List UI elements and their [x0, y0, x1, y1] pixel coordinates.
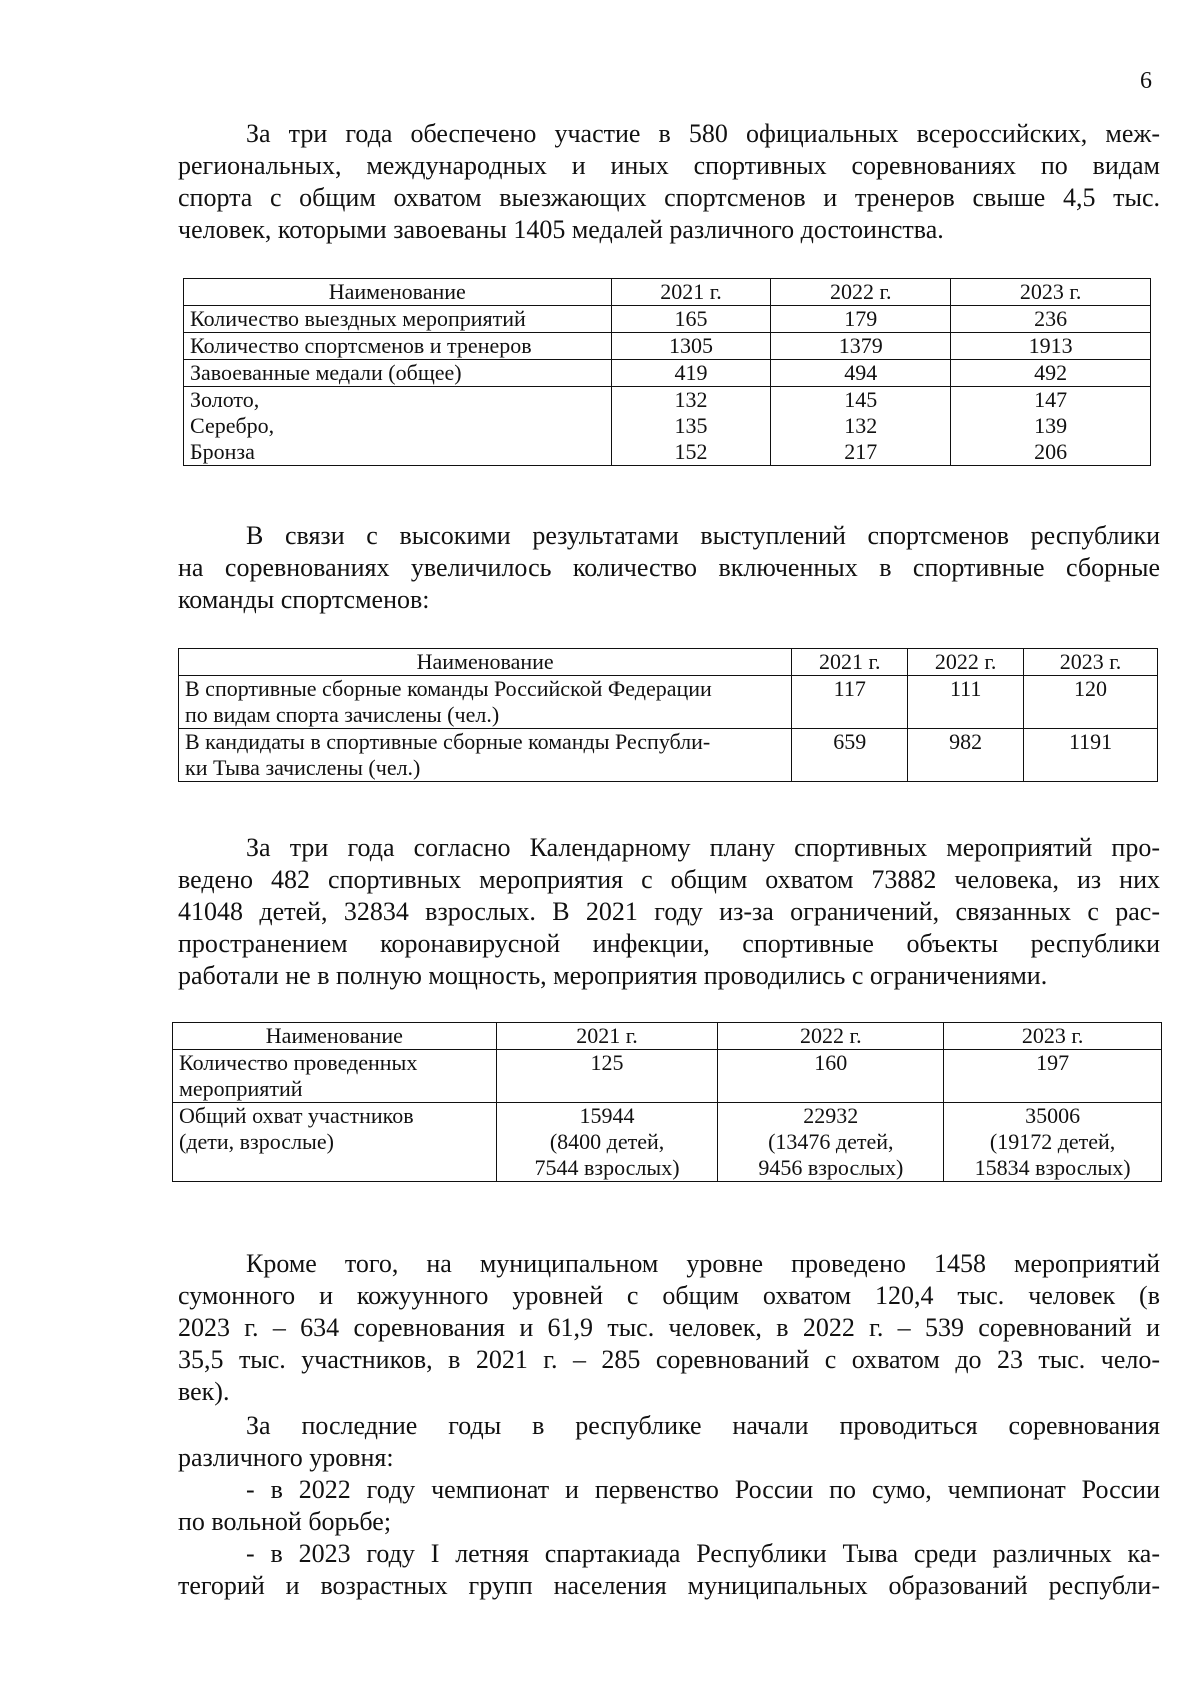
text-line: на соревнованиях увеличилось количество включенных в спортивные сборные	[178, 553, 1160, 582]
medal-silver-label: Серебро,	[190, 413, 275, 438]
table-cell: 165	[611, 306, 771, 333]
table-events-coverage	[172, 1022, 1162, 1182]
value: 145	[844, 387, 878, 412]
table-row	[184, 306, 1151, 333]
text-line: различного уровня:	[178, 1443, 394, 1472]
text-line: сумонного и кожуунного уровней с общим охватом 120,4 тыс. человек (в	[178, 1281, 1160, 1310]
value: 132	[844, 413, 878, 438]
table-row	[173, 1103, 1162, 1182]
table-row	[179, 676, 1158, 729]
table-national-teams	[178, 648, 1158, 782]
table-cell-2022	[771, 387, 951, 466]
value: 9456 взрослых)	[758, 1155, 904, 1180]
value: (13476 детей,	[768, 1129, 894, 1154]
table-header-cell: 2022 г.	[908, 649, 1024, 676]
paragraph-municipal	[178, 1248, 1160, 1408]
value: 206	[1034, 439, 1068, 464]
text-line: тегорий и возрастных групп населения муниципальных образований республи-	[178, 1571, 1160, 1600]
value: 147	[1034, 387, 1068, 412]
table-row	[173, 1050, 1162, 1103]
value: (19172 детей,	[989, 1129, 1116, 1154]
table-cell: Количество спортсменов и тренеров	[184, 333, 612, 360]
table-cell: 494	[771, 360, 951, 387]
text-line: по вольной борьбе;	[178, 1507, 392, 1536]
table-header-cell: 2023 г.	[1024, 649, 1158, 676]
text-line: век).	[178, 1377, 230, 1406]
value: 139	[1034, 413, 1068, 438]
table-cell	[718, 1103, 944, 1182]
table-header-row	[184, 279, 1151, 306]
text-line: спорта с общим охватом выезжающих спортсменов и тренеров свыше 4,5 тыс.	[178, 183, 1160, 212]
text-line: работали не в полную мощность, мероприятия проводились с ограничениями.	[178, 961, 1048, 990]
list-item-2022	[178, 1474, 1160, 1538]
text-line: пространением коронавирусной инфекции, спортивные объекты республики	[178, 929, 1160, 958]
text-line: ки Тыва зачислены (чел.)	[185, 755, 421, 780]
table-cell: 419	[611, 360, 771, 387]
table-cell-2023	[951, 387, 1151, 466]
table-row	[184, 360, 1151, 387]
text-line: по видам спорта зачислены (чел.)	[185, 702, 500, 727]
table-cell: 179	[771, 306, 951, 333]
table-header-cell: 2021 г.	[792, 649, 908, 676]
table-cell	[944, 1103, 1162, 1182]
table-cell: Количество выездных мероприятий	[184, 306, 612, 333]
table-cell: 197	[944, 1050, 1162, 1103]
list-item-2023	[178, 1538, 1160, 1602]
table-cell	[173, 1103, 497, 1182]
text-line: Кроме того, на муниципальном уровне проведено 1458 мероприятий	[246, 1249, 1160, 1278]
value: (8400 детей,	[549, 1129, 665, 1154]
table-header-cell: 2023 г.	[951, 279, 1151, 306]
text-line: В спортивные сборные команды Российской Федерации	[185, 676, 712, 701]
table-header-cell: 2021 г.	[611, 279, 771, 306]
table-cell	[179, 676, 792, 729]
table-cell: 111	[908, 676, 1024, 729]
table-header-row	[179, 649, 1158, 676]
table-cell: 125	[496, 1050, 718, 1103]
text-line: 41048 детей, 32834 взрослых. В 2021 году из-за ограничений, связанных с рас-	[178, 897, 1160, 926]
text-line: (дети, взрослые)	[179, 1129, 334, 1154]
text-line: ведено 482 спортивных мероприятия с общим охватом 73882 человека, из них	[178, 865, 1160, 894]
table-row-medals	[184, 387, 1151, 466]
table-cell	[173, 1050, 497, 1103]
table-cell: Завоеванные медали (общее)	[184, 360, 612, 387]
text-line: В кандидаты в спортивные сборные команды Республи-	[185, 729, 711, 754]
page-number: 6	[1140, 68, 1152, 94]
table-cell: 120	[1024, 676, 1158, 729]
table-header-row	[173, 1023, 1162, 1050]
text-line: человек, которыми завоеваны 1405 медалей различного достоинства.	[178, 215, 944, 244]
paragraph-recent	[178, 1410, 1160, 1474]
table-cell: 1913	[951, 333, 1151, 360]
text-line: В связи с высокими результатами выступлений спортсменов республики	[246, 521, 1160, 550]
table-cell	[179, 729, 792, 782]
text-line: За три года обеспечено участие в 580 официальных всероссийских, меж-	[246, 119, 1160, 148]
paragraph-teams	[178, 520, 1160, 616]
table-header-cell: Наименование	[179, 649, 792, 676]
text-line: команды спортсменов:	[178, 585, 430, 614]
table-cell: 982	[908, 729, 1024, 782]
value: 217	[844, 439, 878, 464]
table-cell: 236	[951, 306, 1151, 333]
paragraph-events	[178, 832, 1160, 992]
table-header-cell: 2021 г.	[496, 1023, 718, 1050]
table-header-cell: 2022 г.	[771, 279, 951, 306]
text-line: региональных, международных и иных спортивных соревнованиях по видам	[178, 151, 1160, 180]
table-cell	[496, 1103, 718, 1182]
text-line: Общий охват участников	[179, 1103, 414, 1128]
value: 15944	[579, 1103, 635, 1128]
medal-gold-label: Золото,	[190, 387, 260, 412]
value: 15834 взрослых)	[974, 1155, 1131, 1180]
table-row	[179, 729, 1158, 782]
text-line: 35,5 тыс. участников, в 2021 г. – 285 соревнований с охватом до 23 тыс. чело-	[178, 1345, 1160, 1374]
text-line: За последние годы в республике начали проводиться соревнования	[246, 1411, 1160, 1440]
table-header-cell: 2022 г.	[718, 1023, 944, 1050]
table-cell: 160	[718, 1050, 944, 1103]
value: 35006	[1025, 1103, 1081, 1128]
table-cell: 1305	[611, 333, 771, 360]
value: 22932	[803, 1103, 859, 1128]
table-trips-medals	[183, 278, 1151, 466]
table-header-cell: Наименование	[184, 279, 612, 306]
value: 135	[674, 413, 708, 438]
medal-bronze-label: Бронза	[190, 439, 255, 464]
table-header-cell: 2023 г.	[944, 1023, 1162, 1050]
text-line: 2023 г. – 634 соревнования и 61,9 тыс. человек, в 2022 г. – 539 соревнований и	[178, 1313, 1160, 1342]
value: 132	[674, 387, 708, 412]
value: 152	[674, 439, 708, 464]
text-line: Количество проведенных	[179, 1050, 418, 1075]
table-cell: 1379	[771, 333, 951, 360]
table-cell: 659	[792, 729, 908, 782]
text-line: - в 2023 году I летняя спартакиада Республики Тыва среди различных ка-	[246, 1539, 1160, 1568]
table-row	[184, 333, 1151, 360]
table-header-cell: Наименование	[173, 1023, 497, 1050]
text-line: За три года согласно Календарному плану спортивных мероприятий про-	[246, 833, 1160, 862]
paragraph-participation	[178, 118, 1160, 246]
table-cell: 492	[951, 360, 1151, 387]
text-line: мероприятий	[179, 1076, 303, 1101]
table-cell-2021	[611, 387, 771, 466]
text-line: - в 2022 году чемпионат и первенство России по сумо, чемпионат России	[246, 1475, 1160, 1504]
table-cell-medal-types	[184, 387, 612, 466]
table-cell: 1191	[1024, 729, 1158, 782]
table-cell: 117	[792, 676, 908, 729]
value: 7544 взрослых)	[534, 1155, 680, 1180]
